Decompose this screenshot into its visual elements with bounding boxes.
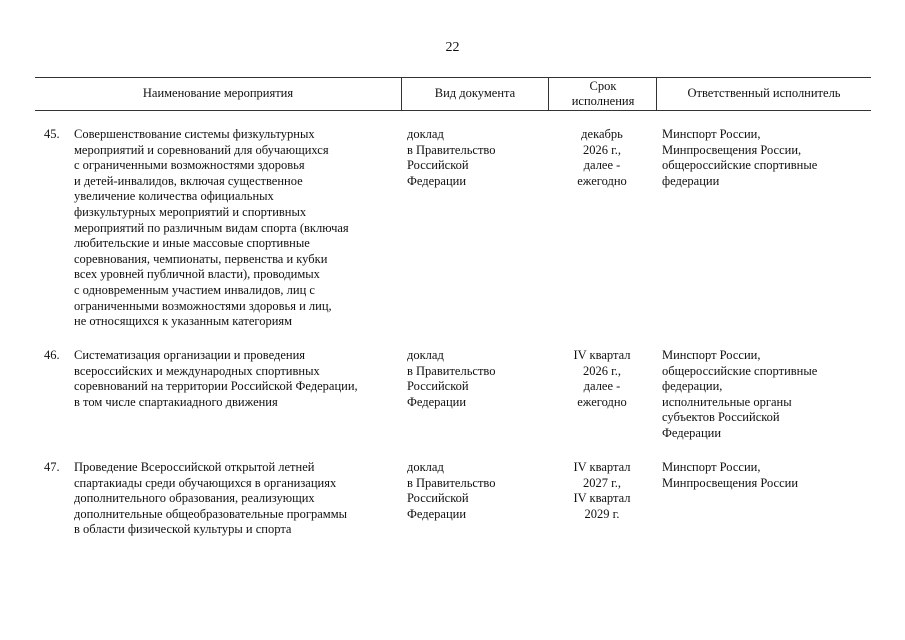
row-number: 46.	[44, 348, 60, 362]
page-number: 22	[445, 40, 460, 55]
column-header-resp: Ответственный исполнитель	[687, 85, 841, 100]
responsible: Минспорт России, Минпросвещения России	[662, 460, 799, 490]
document-type: доклад в Правительство Российской Федерации	[407, 460, 496, 521]
header-bottom-rule	[35, 110, 871, 111]
document-type: доклад в Правительство Российской Федерации	[407, 127, 496, 188]
event-name: Проведение Всероссийской открытой летней спартакиады среди обучающихся в организациях дополнительного образования, реализующих дополнительные общеобразовательные программы в области физической культуры и спорта	[74, 460, 348, 537]
column-header-term: Срок исполнения	[571, 78, 635, 108]
responsible: Минспорт России, Минпросвещения России, общероссийские спортивные федерации	[662, 127, 818, 188]
deadline: IV квартал 2026 г., далее - ежегодно	[573, 348, 631, 409]
document-type: доклад в Правительство Российской Федерации	[407, 348, 496, 409]
deadline: IV квартал 2027 г., IV квартал 2029 г.	[573, 460, 631, 521]
row-number: 45.	[44, 127, 60, 141]
responsible: Минспорт России, общероссийские спортивные федерации, исполнительные органы субъектов Российской Федерации	[662, 348, 818, 440]
deadline: декабрь 2026 г., далее - ежегодно	[577, 127, 627, 188]
event-name: Систематизация организации и проведения всероссийских и международных спортивных соревнований на территории Российской Федерации, в том числе спартакиадного движения	[74, 348, 358, 409]
column-header-doc: Вид документа	[434, 85, 516, 100]
row-number: 47.	[44, 460, 60, 474]
column-header-name: Наименование мероприятия	[142, 85, 294, 100]
event-name: Совершенствование системы физкультурных мероприятий и соревнований для обучающихся с ограниченными возможностями здоровья и детей-инвалидов, включая существенное увеличение количества официальных физкультурных мероприятий и спортивных мероприятий по различным видам спорта (включая любительские и иные массовые спортивные соревнования, чемпионаты, первенства и кубки всех уровней публичной власти), проводимых с одновременным участием инвалидов, лиц с ограниченными возможностями здоровья и лиц, не относящихся к указанным категориям	[74, 127, 349, 329]
header-divider	[548, 77, 549, 110]
